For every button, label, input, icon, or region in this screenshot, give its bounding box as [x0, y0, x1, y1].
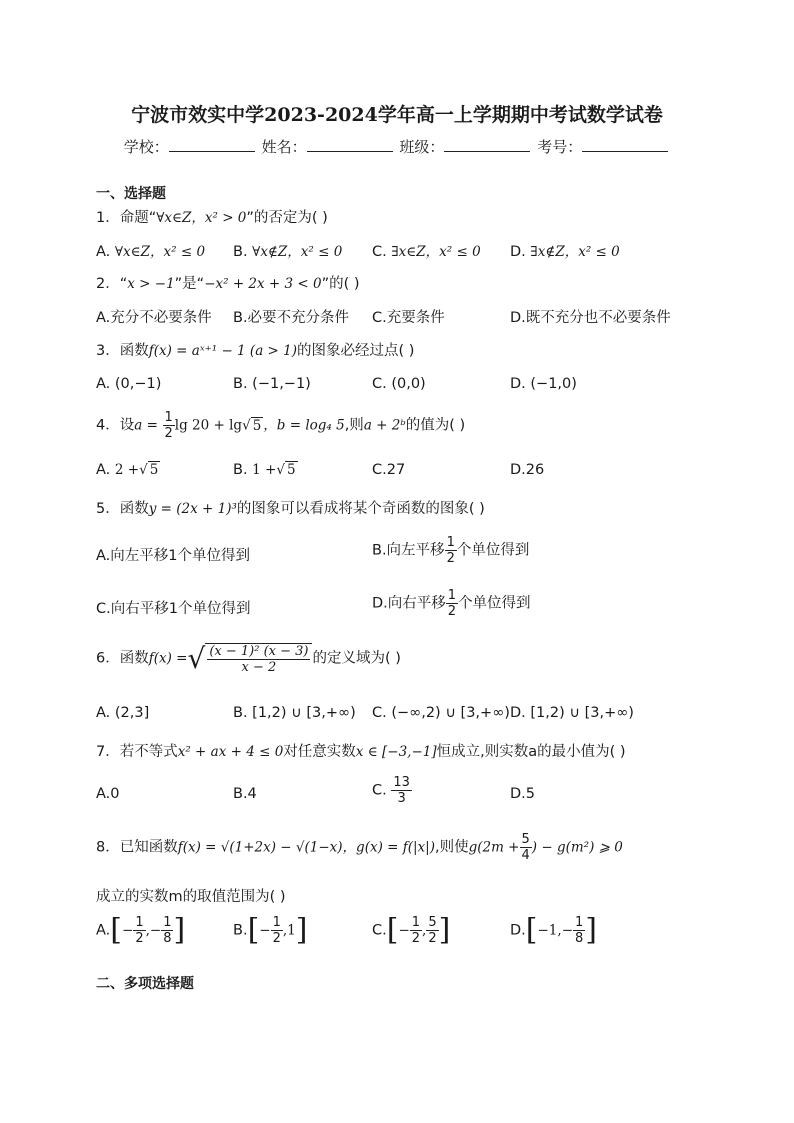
- q5-option-b[interactable]: B.向左平移 $\frac{1}{2}$ 个单位得到: [372, 535, 530, 566]
- q1-option-d[interactable]: D. ∃x∉Z，x² ≤ 0: [510, 244, 620, 260]
- q3-option-b[interactable]: B. (−1,−1): [233, 376, 311, 392]
- q1-option-b[interactable]: B. ∀x∉Z，x² ≤ 0: [233, 244, 343, 260]
- question-2: 2．“x > −1”是“−x² + 2x + 3 < 0”的( ): [96, 276, 360, 292]
- q1-option-a[interactable]: A. ∀x∈Z，x² ≤ 0: [96, 244, 206, 260]
- q7-option-b[interactable]: B.4: [233, 786, 257, 802]
- q5-option-a[interactable]: A.向左平移1个单位得到: [96, 548, 250, 564]
- q8-option-b[interactable]: B.[− $\frac{1}{2}$ ,1]: [233, 912, 308, 948]
- q8-option-c[interactable]: C.[− $\frac{1}{2}$ , $\frac{5}{2}$ ]: [372, 912, 451, 948]
- page-title: 宁波市效实中学2023-2024学年高一上学期期中考试数学试卷: [131, 104, 663, 126]
- q7-option-c[interactable]: C. $\frac{13}{3}$: [372, 775, 410, 806]
- question-8: 8．已知函数f(x) = √(1+2x) − √(1−x)，g(x) = f(|x|),则使g(2m + $\frac{5}{4}$ ) − g(m²) ⩾ 0: [96, 832, 623, 863]
- q6-option-a[interactable]: A. (2,3]: [96, 705, 150, 721]
- question-3: 3．函数f(x) = aˣ⁺¹ − 1 (a > 1)的图象必经过点( ): [96, 343, 415, 359]
- class-blank[interactable]: [444, 137, 530, 152]
- q4-option-d[interactable]: D.26: [510, 462, 545, 478]
- q1-math: ∀x∈Z，x² > 0: [156, 210, 247, 226]
- q8-option-a[interactable]: A.[− $\frac{1}{2}$ ,− $\frac{1}{8}$ ]: [96, 912, 186, 948]
- fraction: $\frac{1}{2}$: [164, 410, 173, 441]
- q3-option-c[interactable]: C. (0,0): [372, 376, 426, 392]
- q7-option-a[interactable]: A.0: [96, 786, 120, 802]
- class-label: 班级：: [399, 138, 445, 156]
- q4-option-c[interactable]: C.27: [372, 462, 406, 478]
- q2-option-d[interactable]: D.既不充分也不必要条件: [510, 310, 671, 326]
- q1-option-c[interactable]: C. ∃x∈Z，x² ≤ 0: [372, 244, 481, 260]
- number-blank[interactable]: [582, 137, 668, 152]
- section-heading-1: 一、选择题: [96, 186, 166, 202]
- q2-option-c[interactable]: C.充要条件: [372, 310, 445, 326]
- q1-number: 1．: [96, 210, 120, 226]
- school-blank[interactable]: [169, 137, 255, 152]
- q3-option-a[interactable]: A. (0,−1): [96, 376, 162, 392]
- q4-option-a[interactable]: A. 2 +√ 5: [96, 462, 159, 478]
- q2-option-a[interactable]: A.充分不必要条件: [96, 310, 212, 326]
- section-heading-2: 二、多项选择题: [96, 976, 194, 992]
- name-blank[interactable]: [307, 137, 393, 152]
- question-6: 6．函数f(x) =√ $\frac{\text{(x − 1)² (x − 3)}}{x - 2}$ 的定义域为( ): [96, 642, 401, 675]
- q1-text-end: ”的否定为( ): [246, 210, 328, 226]
- q2-option-b[interactable]: B.必要不充分条件: [233, 310, 350, 326]
- q5-option-c[interactable]: C.向右平移1个单位得到: [96, 601, 251, 617]
- q8-option-d[interactable]: D.[−1,− $\frac{1}{8}$ ]: [510, 912, 598, 948]
- q6-option-d[interactable]: D. [1,2) ∪ [3,+∞): [510, 705, 634, 721]
- q4-option-b[interactable]: B. 1 +√ 5: [233, 462, 296, 478]
- q8-text-line2: 成立的实数m的取值范围为( ): [96, 889, 286, 905]
- number-label: 考号：: [537, 138, 583, 156]
- q5-option-d[interactable]: D.向右平移 $\frac{1}{2}$ 个单位得到: [372, 588, 531, 619]
- q7-option-d[interactable]: D.5: [510, 786, 535, 802]
- question-7: 7．若不等式x² + ax + 4 ≤ 0对任意实数x ∈ [−3,−1]恒成立,则实数a的最小值为( ): [96, 744, 626, 760]
- q6-option-c[interactable]: C. (−∞,2) ∪ [3,+∞): [372, 705, 510, 721]
- question-5: 5．函数y = (2x + 1)³的图象可以看成将某个奇函数的图象( ): [96, 501, 485, 517]
- school-label: 学校：: [123, 138, 169, 156]
- question-1: [96, 206, 328, 227]
- question-4: 4．设a = $\frac{1}{2}$ lg 20 + lg√ 5 ，b = log₄ 5,则a + 2ᵇ的值为( ): [96, 410, 466, 441]
- q6-option-b[interactable]: B. [1,2) ∪ [3,+∞): [233, 705, 356, 721]
- q3-option-d[interactable]: D. (−1,0): [510, 376, 577, 392]
- name-label: 姓名：: [261, 138, 307, 156]
- student-info-line: [0, 136, 794, 157]
- q1-text: 命题“: [119, 210, 157, 226]
